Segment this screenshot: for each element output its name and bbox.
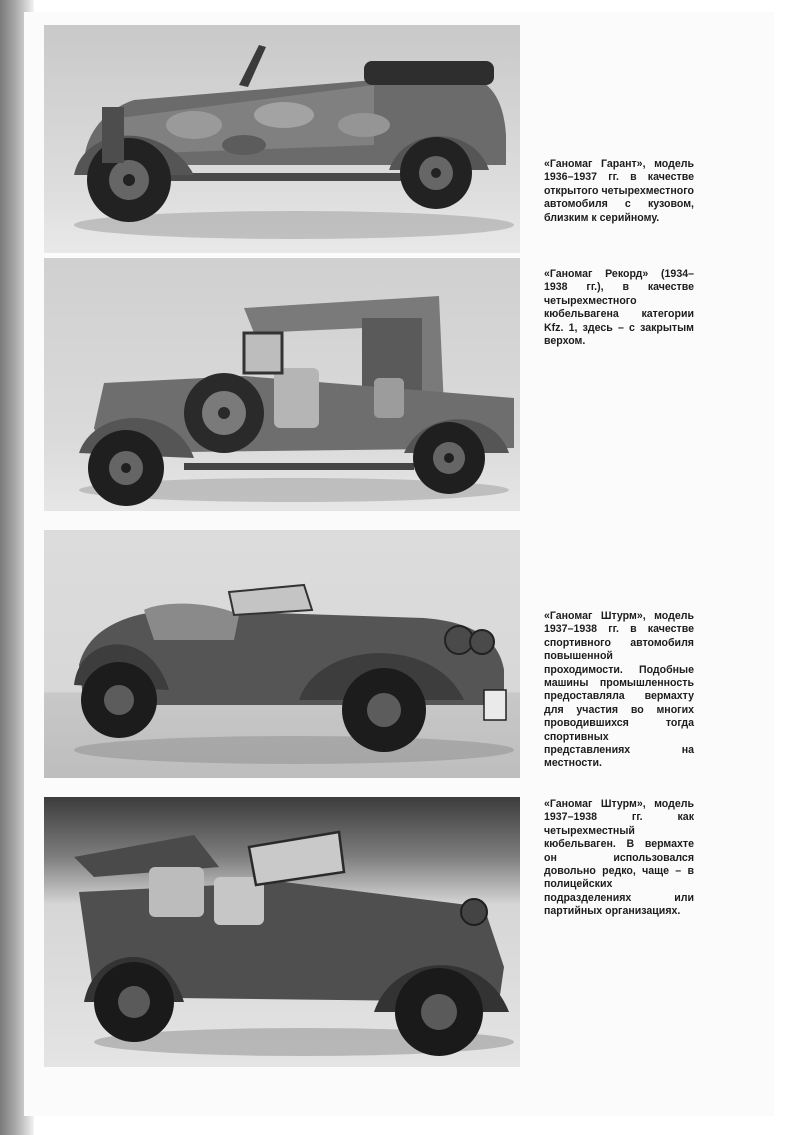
caption-sturm-sport: «Ганомаг Штурм», модель 1937–1938 гг. в качестве спортивного автомобиля повышенной проходимости. Подобные машины промышленность предоставляла вермахту для участия во многих проводившихся тогда спортивных представлениях на местности. bbox=[544, 610, 694, 770]
photo-hanomag-sturm-kubelwagen bbox=[44, 797, 520, 1067]
photo-hanomag-sturm-sport bbox=[44, 530, 520, 778]
photo-hanomag-rekord bbox=[44, 258, 520, 511]
car-illustration-sturm-kubel bbox=[44, 797, 520, 1067]
car-illustration-garant bbox=[44, 25, 520, 253]
car-illustration-rekord bbox=[44, 258, 520, 511]
caption-garant: «Ганомаг Гарант», модель 1936–1937 гг. в качестве открытого четырехместного автомобиля с кузовом, близким к серийному. bbox=[544, 158, 694, 224]
caption-rekord: «Ганомаг Рекорд» (1934–1938 гг.), в качестве четырехместного кюбельвагена категории Kfz. 1, здесь – с закрытым верхом. bbox=[544, 268, 694, 348]
car-illustration-sturm-sport bbox=[44, 530, 520, 778]
caption-sturm-kubelwagen: «Ганомаг Штурм», модель 1937–1938 гг. как четырехместный кюбельваген. В вермахте он использовался довольно редко, чаще – в полицейских подразделениях или партийных организациях. bbox=[544, 798, 694, 918]
photo-hanomag-garant bbox=[44, 25, 520, 253]
book-page bbox=[24, 12, 774, 1116]
